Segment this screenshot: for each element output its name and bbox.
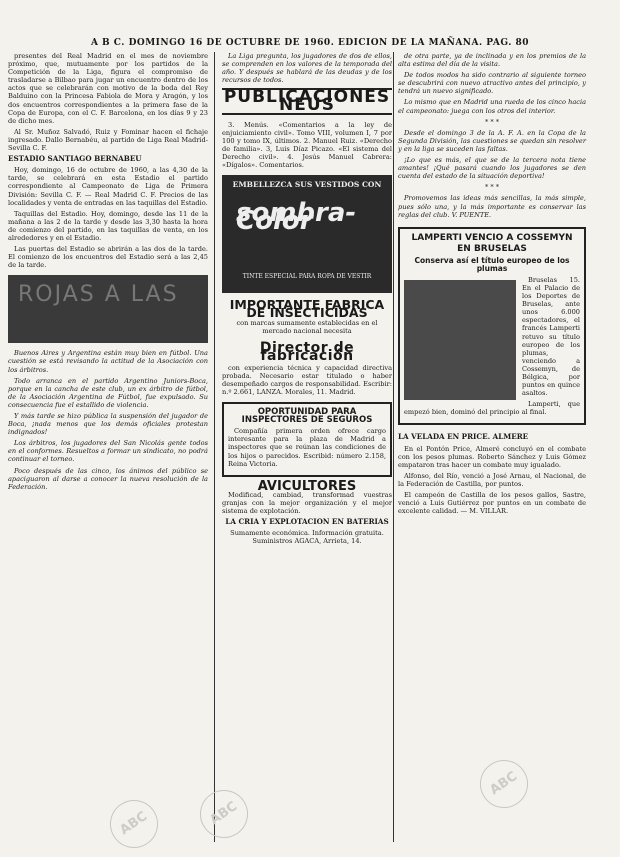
insurance-ad-text: Compañía primera orden ofrece cargo interesante para la plaza de Madrid a inspectores que se reúnan las condiciones de los hijos o parecidos. Escribid: número 2.158, Reina Victoria.: [228, 427, 386, 468]
column-middle: [222, 52, 392, 548]
article-paragraph: Lamperti, que empezó bien, dominó del principio al final.: [404, 400, 580, 417]
article-paragraph: La Liga pregunta, los jugadores de dos de ellos, se comprenden en los valores de la temporada del año. Y después se hablará de las deudas y de los recursos de todos.: [222, 52, 392, 85]
watermark-stamp: ABC: [191, 781, 258, 848]
article-paragraph: Todo arranca en el partido Argentino Juniors-Boca, porque en la cancha de este club, un ex árbitro de fútbol, de la Asociación Argentina de Fútbol, fue expulsado. Su consecuencia fue el estallido de violencia.: [8, 376, 208, 409]
article-paragraph: Alfonso, del Río, venció a José Arnau, el Nacional, de la Federación de Castilla, por puntos.: [398, 471, 586, 488]
photo-caption-text: ROJAS A LAS: [18, 282, 179, 308]
column-rule: [393, 52, 394, 842]
poultry-ad-title: AVICULTORES: [257, 478, 357, 494]
article-paragraph: En el Pontón Price, Almeré concluyó en el combate con los pesos plumas. Roberto Sánchez y Luis Gómez empataron tras hacer un combate muy igualado.: [398, 444, 586, 469]
article-paragraph: Desde el domingo 3 de la A. F. A. en la Copa de la Segunda División, las cuestiones se quedan sin resolver y en la liga se suceden las faltas.: [398, 128, 586, 153]
job-ad-title: IMPORTANTE FABRICA DE INSECTICIDAS: [229, 297, 385, 321]
boxing-article-box: [398, 227, 586, 426]
article-paragraph: Al Sr. Muñoz Salvadó, Ruiz y Fominar hacen el fichaje ingresado. Dallo Bernabéu, al partido de Liga Real Madrid-Sevilla C. F.: [8, 127, 208, 153]
article-paragraph: Buenos Aires y Argentina están muy bien en fútbol. Una cuestión se está revisando la actitud de la Asociación con los árbitros.: [8, 349, 208, 374]
article-paragraph: Lo mismo que en Madrid una rueda de los cinco hacia el campeonato: juega con los otros del interior.: [398, 98, 586, 115]
article-paragraph: Los árbitros, los jugadores del San Nicolás gente todos en el conformes. Resueltos a formar un sindicato, no podrá continuar el torneo.: [8, 439, 208, 464]
article-paragraph: de otra parte, ya de inclinada y en los premios de la alta estima del día de la visita.: [398, 52, 586, 69]
column-left: [8, 52, 208, 494]
section-heading: ESTADIO SANTIAGO BERNABEU: [8, 154, 142, 164]
boxing-subheadline: Conserva así el título europeo de los plumas: [414, 255, 570, 273]
article-paragraph: presentes del Real Madrid en el mes de noviembre próximo, que, mutuamente por los partidos de la Competición de la Liga, figura el compromiso de trasladarse a Bilbao para jugar un encuentro dentro de los actos que se celebrarán con motivo de la boda del Rey Balduino con la Princesa Fabiola de Mora y Aragón, y los dos encuentros correspondientes a la primera fase de la Copa de Europa, con el C. F. Barcelona, en los días 9 y 23 de dicho mes.: [8, 52, 208, 125]
page-header: A B C. DOMINGO 16 DE OCTUBRE DE 1960. EDICION DE LA MAÑANA. PAG. 80: [90, 38, 530, 48]
separator-stars: * * *: [484, 117, 500, 126]
poultry-ad-footer: Sumamente económica. Información gratuita. Suministros AGACA, Arrieta, 14.: [230, 529, 384, 546]
article-paragraph: Hoy, domingo, 16 de octubre de 1960, a las 4,30 de la tarde, se celebrará en esta Estadio el partido correspondiente al Campeonato de Liga de Primera División: Sevilla C. F. — Real Madrid C. F. Precios de las localidades y venta de entradas en las taquillas del Estadio.: [8, 166, 208, 207]
article-paragraph: Poco después de las cinco, los ánimos del público se apaciguaron al darse a conocer la nueva resolución de la Federación.: [8, 466, 208, 491]
boxing-photo: [404, 280, 516, 400]
watermark-stamp: ABC: [101, 791, 168, 857]
section-heading: LA VELADA EN PRICE. ALMERE: [398, 432, 529, 442]
column-rule: [214, 52, 215, 842]
poultry-ad-subtitle: LA CRIA Y EXPLOTACION EN BATERIAS: [225, 517, 389, 527]
ad-tagline: EMBELLEZCA SUS VESTIDOS CON: [232, 180, 382, 190]
column-right: [398, 52, 586, 518]
job-ad-position: Director de fabricación: [259, 339, 355, 364]
article-paragraph: con experiencia técnica y capacidad directiva probada. Necesario estar titulado o haber desempeñado cargos de responsabilidad. Escribir: n.º 2.661, LANZA. Morales, 11. Madrid.: [222, 363, 392, 396]
ad-footer: TINTE ESPECIAL PARA ROPA DE VESTIR: [242, 273, 372, 281]
boxing-headline: LAMPERTI VENCIO A COSSEMYN EN BRUSELAS: [411, 232, 573, 254]
article-paragraph: ¡Lo que es más, el que se de la tercera nota tiene amantes! ¡Qué pasará cuando los jugadores se den cuenta del estado de la situación deportiva!: [398, 156, 586, 181]
article-paragraph: Y más tarde se hizo pública la suspensión del jugador de Boca, ¡nada menos que los demás oficiales protestan indignados!: [8, 412, 208, 437]
job-ad-subtitle: con marcas sumamente establecidas en el mercado nacional necesita: [236, 319, 378, 336]
separator-stars: * * *: [484, 183, 500, 192]
poultry-ad-text: Modificad, cambiad, transformad vuestras granjas con la mejor organización y el mejor sistema de explotación.: [222, 490, 392, 515]
ad-brand: sombra-Color: [236, 198, 357, 237]
article-paragraph: Bruselas 15. En el Palacio de los Deportes de Bruselas, ante unos 6.000 espectadores, el francés Lamperti retuvo su título europeo de los plumas, venciendo a Cossemyn, de Bélgica, por puntos en quince asaltos.: [522, 275, 580, 398]
article-paragraph: Las puertas del Estadio se abrirán a las dos de la tarde. El comienzo de los encuentros del Estadio será a las 2,45 de la tarde.: [8, 245, 208, 270]
insurance-ad-title: OPORTUNIDAD PARA INSPECTORES DE SEGUROS: [241, 407, 373, 426]
article-photo: [8, 275, 208, 343]
article-paragraph: Taquillas del Estadio. Hoy, domingo, desde las 11 de la mañana a las 2 de la tarde y desde las 3,30 hasta la hora de comienzo del partido, en las taquillas de venta, en los alrededores y en el Estadio.: [8, 209, 208, 242]
article-paragraph: 3. Menús. «Comentarios a la ley de enjuiciamiento civil». Tomo VIII, volumen I, 7 por 100 y tomo IX, últimos. 2. Manuel Ruiz. «Derecho de familia». 3, Luis Díaz Picazo. «El sistema del Derecho civil». 4. Jesús Manuel Cabrera: «Dígalos». Comentarios.: [222, 120, 392, 170]
publications-title: PUBLICACIONES NEUS: [223, 87, 391, 116]
article-paragraph: De todos modos ha sido contrario al siguiente torneo se descubrirá con nuevo atractivo antes del principio, y tendrá un nuevo significado.: [398, 71, 586, 96]
insurance-ad-box: [222, 402, 392, 477]
watermark-stamp: ABC: [471, 751, 538, 818]
article-paragraph: Promovemos las ideas más sencillas, la más simple, pues sólo una, y la más importante es conservar las reglas del club. V. PUENTE.: [398, 194, 586, 219]
dye-advertisement: [222, 175, 392, 293]
article-paragraph: El campeón de Castilla de los pesos gallos, Sastre, venció a Luis Gutiérrez por puntos en un combate de excelente calidad. — M. VILLAR.: [398, 491, 586, 516]
